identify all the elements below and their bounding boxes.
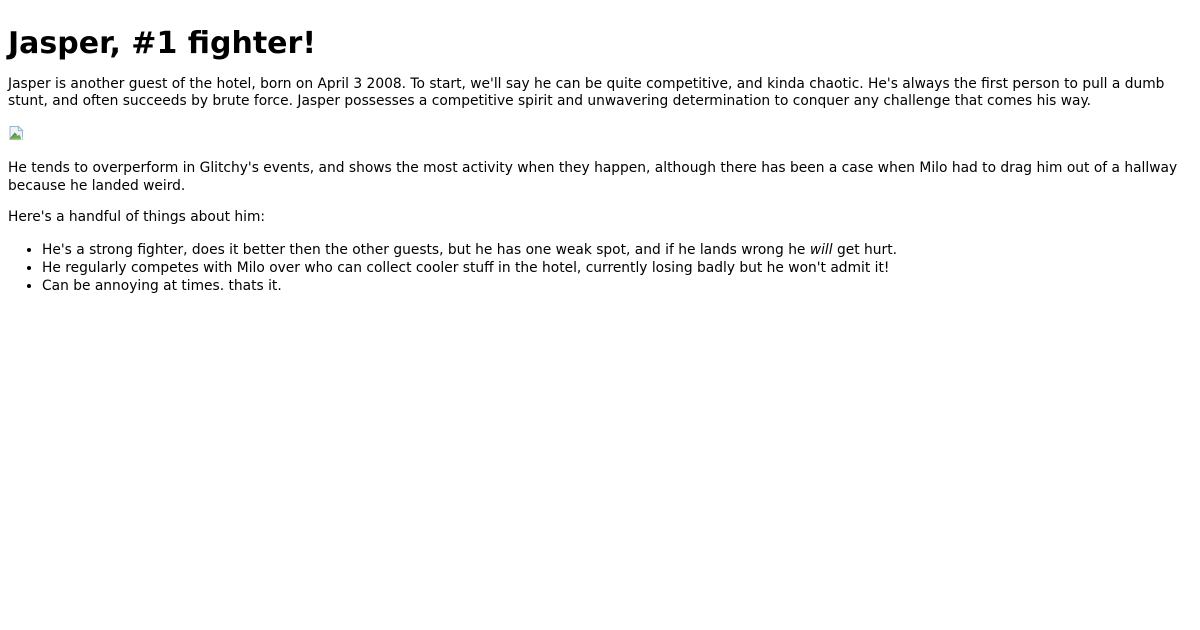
list-item-annoying: • Can be annoying at times. thats it. <box>42 277 1192 295</box>
list-item-text: He's a strong fighter, does it better then the other guests, but he has one weak spot, and if he lands wrong he <box>42 241 810 258</box>
list-item-emphasis: will <box>809 241 833 258</box>
list-item-text: get hurt. <box>832 241 897 258</box>
image-paragraph <box>8 125 1192 147</box>
page-title: Jasper, #1 fighter! <box>8 26 316 61</box>
broken-image-icon <box>8 125 24 141</box>
list-intro: Here's a handful of things about him: <box>8 209 266 226</box>
intro-paragraph: Jasper is another guest of the hotel, born on April 3 2008. To start, we'll say he can be quite competitive, and kinda chaotic. He's always the first person to pull a dumb stunt, and often succeeds by brute force. Jasper possesses a competitive spirit and unwavering determination to conquer any challenge that comes his way. <box>8 75 1165 110</box>
list-item-competes: • He regularly competes with Milo over who can collect cooler stuff in the hotel, currently losing badly but he won't admit it! <box>42 259 1192 277</box>
events-paragraph: He tends to overperform in Glitchy's events, and shows the most activity when they happen, although there has been a case when Milo had to drag him out of a hallway because he landed weird. <box>8 160 1178 194</box>
traits-list <box>8 241 1192 295</box>
list-item-fighter <box>42 241 1192 259</box>
